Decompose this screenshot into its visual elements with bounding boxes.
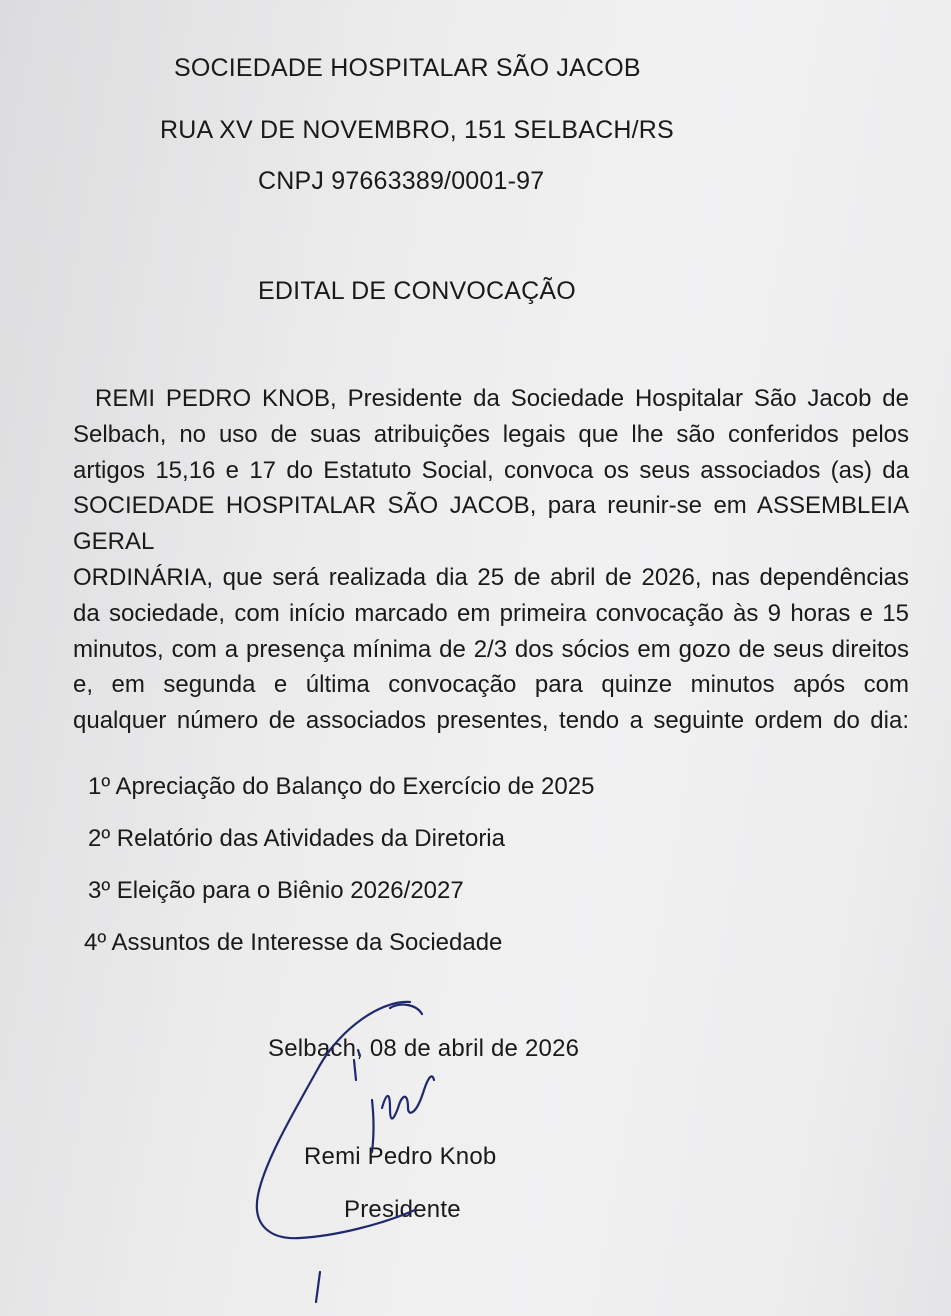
agenda-item: 4º Assuntos de Interesse da Sociedade — [84, 929, 503, 956]
signature-upper-stroke — [390, 1005, 422, 1014]
signer-role: Presidente — [344, 1196, 461, 1223]
body-line: Selbach, no uso de suas atribuições legais que lhe são conferidos pelos — [73, 420, 909, 448]
body-line: artigos 15,16 e 17 do Estatuto Social, convoca os seus associados (as) da — [73, 456, 909, 484]
body-line: minutos, com a presença mínima de 2/3 dos sócios em gozo de seus direitos — [73, 635, 909, 663]
header-address: RUA XV DE NOVEMBRO, 151 SELBACH/RS — [160, 116, 674, 144]
agenda-item: 2º Relatório das Atividades da Diretoria — [88, 825, 505, 852]
header-cnpj: CNPJ 97663389/0001-97 — [258, 167, 545, 195]
body-line: e, em segunda e última convocação para quinze minutos após com — [73, 671, 909, 699]
body-line: SOCIEDADE HOSPITALAR SÃO JACOB, para reunir-se em ASSEMBLEIA GERAL — [73, 492, 909, 556]
header-organization: SOCIEDADE HOSPITALAR SÃO JACOB — [174, 54, 641, 82]
agenda-item: 3º Eleição para o Biênio 2026/2027 — [88, 877, 464, 904]
signer-name: Remi Pedro Knob — [304, 1143, 497, 1170]
body-line: REMI PEDRO KNOB, Presidente da Sociedade Hospitalar São Jacob de — [95, 385, 909, 412]
body-line: ORDINÁRIA, que será realizada dia 25 de abril de 2026, nas dependências — [73, 563, 909, 591]
body-line: da sociedade, com início marcado em primeira convocação às 9 horas e 15 — [73, 599, 909, 627]
signature-tail-stroke — [316, 1272, 320, 1302]
agenda-item: 1º Apreciação do Balanço do Exercício de 2025 — [88, 773, 595, 800]
place-date: Selbach, 08 de abril de 2026 — [268, 1035, 580, 1062]
body-paragraph — [73, 381, 909, 739]
body-line: qualquer número de associados presentes, tendo a seguinte ordem do dia: — [73, 707, 909, 735]
document-title: EDITAL DE CONVOCAÇÃO — [258, 277, 576, 305]
signature-letters-stroke — [372, 1076, 434, 1152]
